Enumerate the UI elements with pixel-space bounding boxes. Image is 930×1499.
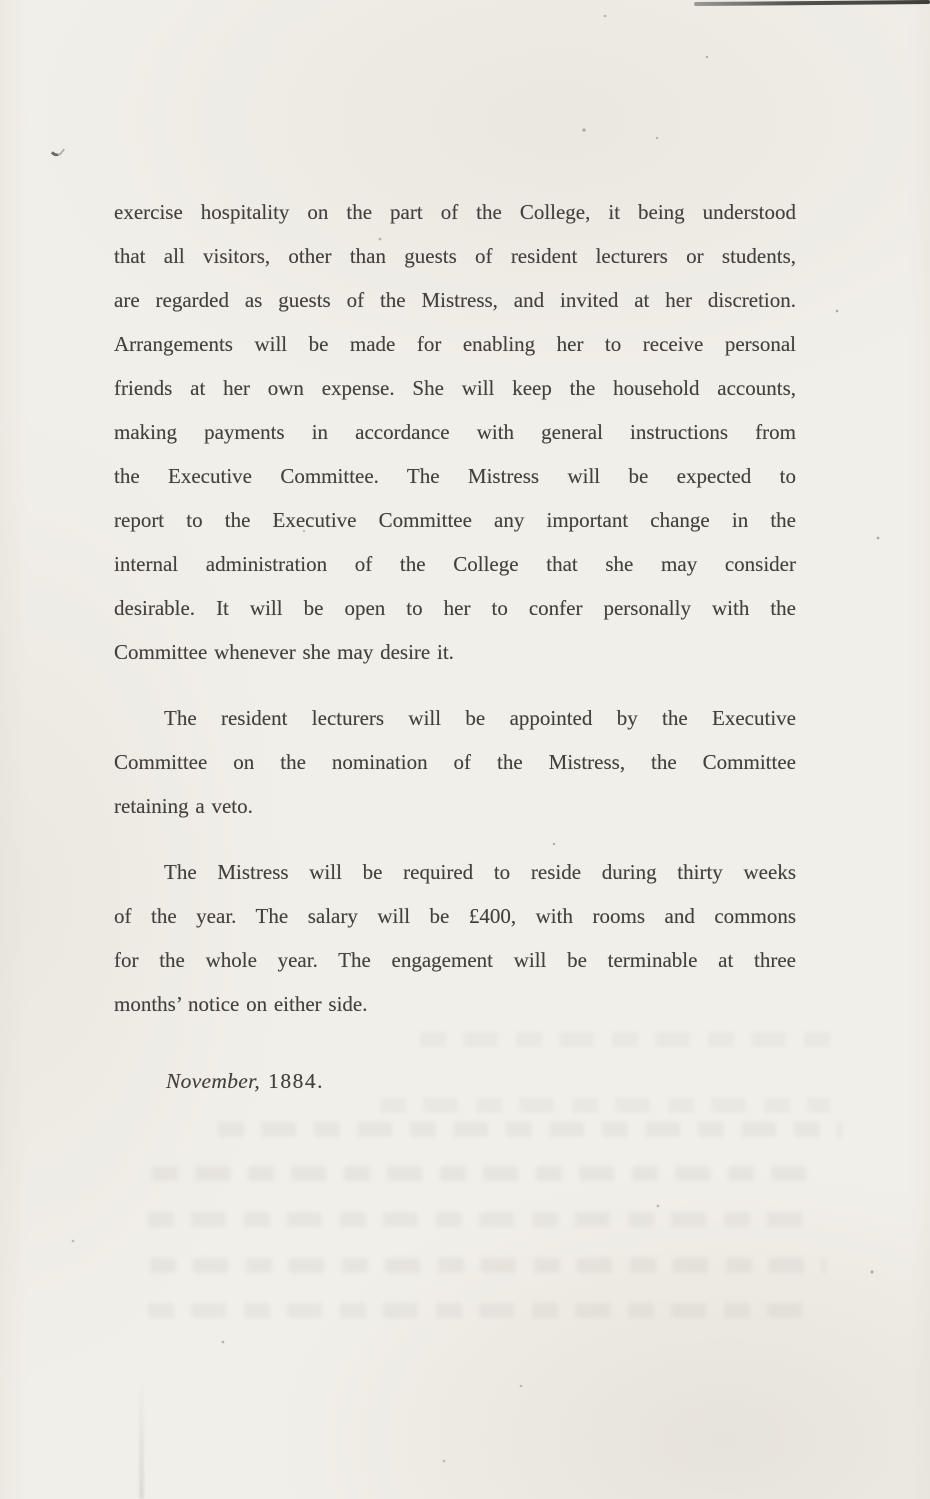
text-line: are regarded as guests of the Mistress, and invited at her discretion. (114, 288, 796, 312)
text-line: that all visitors, other than guests of resident lecturers or students, (114, 244, 796, 268)
paper-speckles (0, 0, 2, 2)
ink-mark-artifact (51, 144, 65, 159)
bleedthrough-line (218, 1122, 842, 1137)
paper-crease (140, 1379, 143, 1499)
text-line: of the year. The salary will be £400, with rooms and commons (114, 904, 796, 928)
paragraph-2 (114, 696, 796, 828)
text-line: the Executive Committee. The Mistress will be expected to (114, 464, 796, 488)
text-line: The Mistress will be required to reside during thirty weeks (164, 860, 796, 884)
text-line: desirable. It will be open to her to confer personally with the (114, 596, 796, 620)
bleedthrough-line (148, 1303, 816, 1318)
dateline-year: 1884. (268, 1069, 324, 1093)
text-line: The resident lecturers will be appointed by the Executive (164, 706, 796, 730)
paragraph-1 (114, 190, 796, 674)
bleedthrough-line (148, 1212, 808, 1227)
dateline-month: November, (166, 1069, 261, 1093)
text-line: Arrangements will be made for enabling her to receive personal (114, 332, 796, 356)
text-line: friends at her own expense. She will keep the household accounts, (114, 376, 796, 400)
document-text (114, 190, 796, 1103)
scan-edge-artifact (694, 0, 930, 6)
text-line: report to the Executive Committee any important change in the (114, 508, 796, 532)
text-line: months’ notice on either side. (114, 992, 368, 1016)
text-line: internal administration of the College that she may consider (114, 552, 796, 576)
bleedthrough-line (152, 1166, 824, 1181)
bleedthrough-line (420, 1032, 830, 1047)
text-line: exercise hospitality on the part of the College, it being understood (114, 200, 796, 224)
paragraph-3 (114, 850, 796, 1026)
bleedthrough-line (380, 1098, 830, 1113)
dateline (166, 1059, 796, 1103)
text-line: Committee on the nomination of the Mistress, the Committee (114, 750, 796, 774)
bleedthrough-line (150, 1258, 826, 1273)
text-line: making payments in accordance with general instructions from (114, 420, 796, 444)
text-line: Committee whenever she may desire it. (114, 640, 454, 664)
text-line: for the whole year. The engagement will be terminable at three (114, 948, 796, 972)
text-line: retaining a veto. (114, 794, 253, 818)
